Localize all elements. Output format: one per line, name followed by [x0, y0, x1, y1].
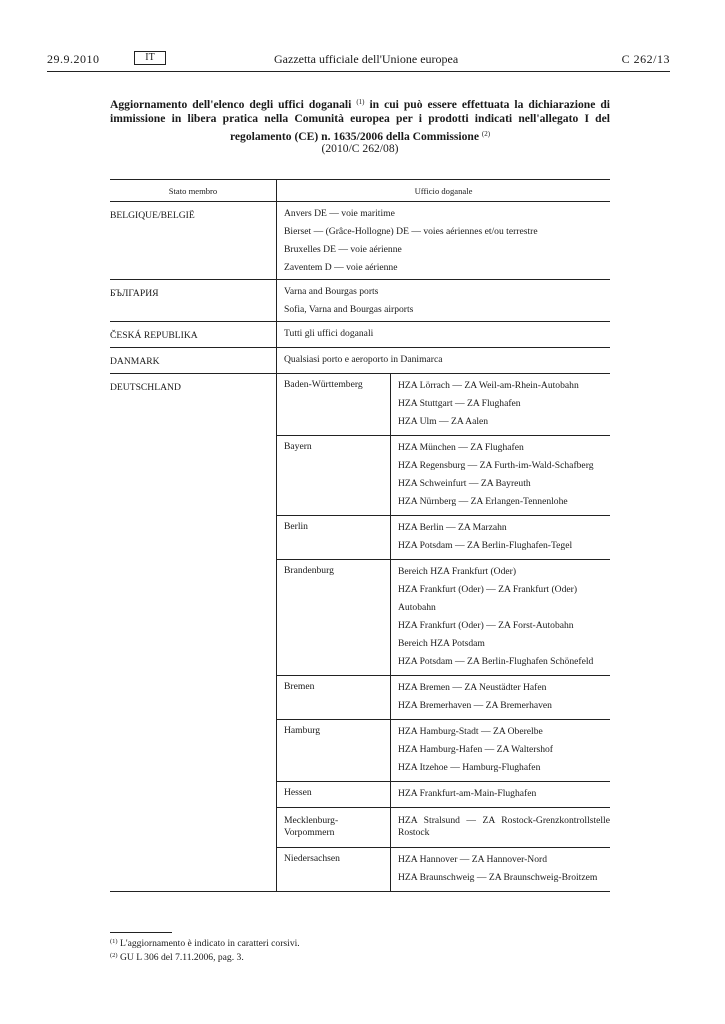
member-state: ČESKÁ REPUBLIKA: [110, 322, 277, 348]
region-offices: [391, 516, 611, 560]
office-entry: Tutti gli uffici doganali: [284, 328, 374, 339]
footnote-text: GU L 306 del 7.11.2006, pag. 3.: [120, 952, 244, 963]
region-offices: [391, 848, 611, 892]
notice-reference: (2010/C 262/08): [321, 142, 399, 155]
region-row: [277, 516, 610, 560]
region-name: Hamburg: [277, 720, 391, 782]
footnote-mark: (1): [110, 938, 118, 945]
region-name-line: Mecklenburg-: [284, 815, 339, 826]
page-header: [0, 0, 725, 80]
language-badge: IT: [134, 51, 166, 65]
office-entry: HZA Frankfurt (Oder) — ZA Frankfurt (Oder): [398, 584, 578, 595]
office-entry: HZA Bremerhaven — ZA Bremerhaven: [398, 700, 552, 711]
footnote-text: L'aggiornamento è indicato in caratteri corsivi.: [120, 938, 300, 949]
member-state: DEUTSCHLAND: [110, 374, 277, 892]
office-cell: [277, 348, 611, 374]
page-reference: C 262/13: [621, 52, 670, 66]
office-entry: Bierset — (Grâce-Hollogne) DE — voies aériennes et/ou terrestre: [284, 226, 538, 237]
region-row: [277, 848, 610, 892]
region-offices: [391, 808, 611, 848]
table-row: [110, 202, 610, 280]
office-entry: Varna and Bourgas ports: [284, 286, 379, 297]
member-state: DANMARK: [110, 348, 277, 374]
office-entry: HZA Hamburg-Hafen — ZA Waltershof: [398, 744, 554, 755]
region-subtable: [277, 374, 610, 891]
office-entry: Rostock: [398, 827, 430, 838]
region-row: [277, 560, 610, 676]
office-entry: Anvers DE — voie maritime: [284, 208, 395, 219]
region-name: Baden-Württemberg: [277, 374, 391, 436]
footnote-rule: [110, 932, 172, 933]
office-entry: HZA Frankfurt (Oder) — ZA Forst-Autobahn: [398, 620, 574, 631]
table-row: [110, 374, 610, 892]
office-cell: [277, 322, 611, 348]
office-entry: Qualsiasi porto e aeroporto in Danimarca: [284, 354, 443, 365]
office-entry: Sofia, Varna and Bourgas airports: [284, 304, 414, 315]
table-row: [110, 348, 610, 374]
office-entry: Bereich HZA Potsdam: [398, 638, 485, 649]
office-entry: HZA Regensburg — ZA Furth-im-Wald-Schafberg: [398, 460, 594, 471]
member-state: BELGIQUE/BELGIË: [110, 202, 277, 280]
title-text-part1: Aggiornamento dell'elenco degli uffici doganali: [110, 98, 352, 111]
region-row: [277, 808, 610, 848]
footnote-ref-2: (2): [481, 129, 491, 138]
column-header-state: Stato membro: [110, 180, 277, 202]
footnote-mark: (2): [110, 952, 118, 959]
table-header-row: [110, 180, 610, 202]
footnote-2: [110, 950, 300, 964]
office-entry: HZA München — ZA Flughafen: [398, 442, 524, 453]
title-text-part2: in cui può essere effettuata la dichiarazione di immissione in libera pratica nella Comunità europea per i prodotti indicati nell'allegato I del regolamento (CE) n. 1635/2006 della Commissione: [110, 98, 610, 143]
office-entry: HZA Potsdam — ZA Berlin-Flughafen-Tegel: [398, 540, 573, 551]
office-entry: HZA Potsdam — ZA Berlin-Flughafen Schönefeld: [398, 656, 594, 667]
office-entry: HZA Lörrach — ZA Weil-am-Rhein-Autobahn: [398, 380, 579, 391]
region-name-line: Vorpommern: [284, 827, 335, 838]
office-entry: Zaventem D — voie aérienne: [284, 262, 398, 273]
region-name: Hessen: [277, 782, 391, 808]
office-entry: HZA Stralsund — ZA Rostock-Grenzkontrollstelle: [398, 815, 610, 826]
journal-title: Gazzetta ufficiale dell'Unione europea: [274, 52, 459, 66]
region-offices: [391, 436, 611, 516]
footnotes: [110, 936, 300, 964]
office-entry: HZA Bremen — ZA Neustädter Hafen: [398, 682, 547, 693]
office-entry: HZA Hamburg-Stadt — ZA Oberelbe: [398, 726, 543, 737]
member-state: БЪЛГАРИЯ: [110, 280, 277, 322]
customs-offices-table: [110, 179, 610, 892]
region-row: [277, 374, 610, 436]
office-cell: [277, 202, 611, 280]
office-entry: HZA Hannover — ZA Hannover-Nord: [398, 854, 548, 865]
office-entry: Autobahn: [398, 602, 436, 613]
column-header-office: Ufficio doganale: [277, 180, 611, 202]
region-name: Niedersachsen: [284, 853, 340, 864]
region-row: [277, 436, 610, 516]
office-entry: HZA Itzehoe — Hamburg-Flughafen: [398, 762, 541, 773]
region-offices: [391, 782, 611, 808]
region-name: Brandenburg: [277, 560, 391, 676]
office-entry: HZA Braunschweig — ZA Braunschweig-Broitzem: [398, 872, 598, 883]
region-row: [277, 676, 610, 720]
table-row: [110, 280, 610, 322]
office-entry: Bereich HZA Frankfurt (Oder): [398, 566, 517, 577]
region-name: [277, 808, 391, 848]
footnote-ref-1: (1): [356, 98, 365, 106]
region-offices: [391, 676, 611, 720]
office-entry: HZA Frankfurt-am-Main-Flughafen: [398, 788, 537, 799]
office-cell: [277, 374, 611, 892]
region-name: Bayern: [277, 436, 391, 516]
office-entry: HZA Schweinfurt — ZA Bayreuth: [398, 478, 531, 489]
table-row: [110, 322, 610, 348]
office-entry: HZA Stuttgart — ZA Flughafen: [398, 398, 521, 409]
region-name: Bremen: [277, 676, 391, 720]
region-row: [277, 720, 610, 782]
office-entry: HZA Nürnberg — ZA Erlangen-Tennenlohe: [398, 496, 568, 507]
publication-date: 29.9.2010: [47, 52, 100, 66]
header-rule: [47, 71, 670, 72]
notice-title: [110, 95, 610, 144]
region-offices: [391, 374, 611, 436]
office-entry: HZA Ulm — ZA Aalen: [398, 416, 489, 427]
region-offices: [391, 720, 611, 782]
footnote-1: [110, 936, 300, 950]
office-entry: Bruxelles DE — voie aérienne: [284, 244, 402, 255]
region-name: Berlin: [277, 516, 391, 560]
office-cell: [277, 280, 611, 322]
office-entry: HZA Berlin — ZA Marzahn: [398, 522, 507, 533]
region-row: [277, 782, 610, 808]
region-offices: [391, 560, 611, 676]
